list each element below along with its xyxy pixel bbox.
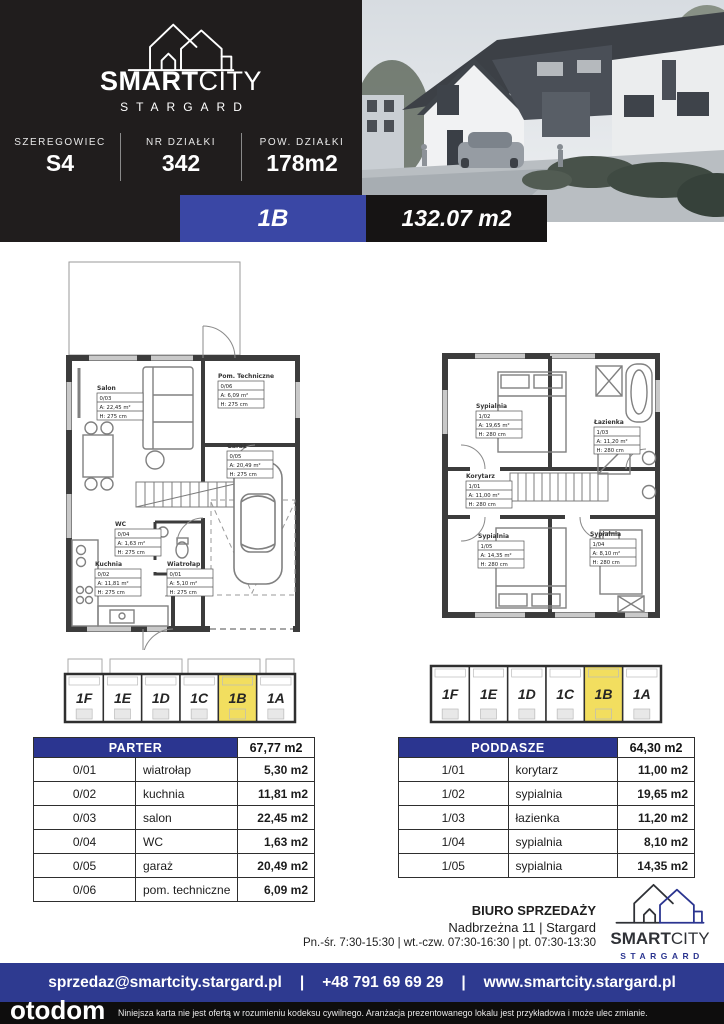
area-badge: 132.07 m2 [366, 195, 547, 242]
svg-text:H: 275 cm: H: 275 cm [229, 472, 257, 478]
svg-text:H: 280 cm: H: 280 cm [468, 502, 496, 508]
svg-text:A: 19,65 m²: A: 19,65 m² [478, 423, 510, 429]
contact-website: www.smartcity.stargard.pl [483, 973, 676, 991]
svg-text:A: 11,81 m²: A: 11,81 m² [97, 581, 129, 587]
svg-text:Kuchnia: Kuchnia [95, 561, 123, 568]
unit-label: 1F [75, 690, 93, 706]
svg-text:H: 275 cm: H: 275 cm [97, 590, 125, 596]
unit-strip-parter [62, 656, 298, 728]
info-pow-dzialki: POW. DZIAŁKI 178m2 [241, 133, 362, 181]
watermark-bar [0, 995, 724, 1024]
svg-text:1/02: 1/02 [478, 414, 491, 420]
table-poddasze-title: PODDASZE [399, 738, 618, 758]
separator: | [461, 973, 466, 991]
footer-brand-light: CITY [670, 929, 710, 948]
table-poddasze [398, 737, 695, 878]
table-row: 1/01 korytarz 11,00 m2 [399, 758, 695, 782]
svg-text:A: 11,20 m²: A: 11,20 m² [596, 439, 628, 445]
svg-text:1/03: 1/03 [596, 430, 609, 436]
office-hours: Pn.-śr. 7:30-15:30 | wt.-czw. 07:30-16:30 | pt. 07:30-13:30 [302, 937, 596, 949]
plot-info-row [0, 133, 362, 181]
contact-email: sprzedaz@smartcity.stargard.pl [48, 973, 282, 991]
brand-wordmark [0, 66, 362, 114]
svg-text:A: 11,00 m²: A: 11,00 m² [468, 493, 500, 499]
svg-text:H: 280 cm: H: 280 cm [478, 432, 506, 438]
office-title: BIURO SPRZEDAŻY [471, 903, 596, 918]
svg-text:Garaż: Garaż [227, 443, 247, 450]
brand-subtitle: STARGARD [120, 100, 250, 114]
svg-text:1/01: 1/01 [468, 484, 481, 490]
disclaimer-text: Niniejsza karta nie jest ofertą w rozumieniu kodeksu cywilnego. Aranżacja prezentowanego lokalu jest przykładowa i może ulec zmianie. [118, 1008, 648, 1018]
unit-label: 1C [556, 686, 575, 702]
unit-label: 1A [632, 686, 651, 702]
unit-badge-row [180, 195, 547, 242]
svg-text:H: 280 cm: H: 280 cm [592, 560, 620, 566]
svg-text:Korytarz: Korytarz [466, 473, 495, 480]
table-row: 1/03 łazienka 11,20 m2 [399, 806, 695, 830]
floorplan-parter [55, 250, 300, 650]
info-nr-dzialki: NR DZIAŁKI 342 [120, 133, 241, 181]
svg-text:0/02: 0/02 [97, 572, 110, 578]
svg-text:Sypialnia: Sypialnia [478, 533, 510, 540]
brand-light: CITY [198, 66, 262, 96]
otodom-logo: otodom [10, 995, 106, 1024]
separator: | [299, 973, 305, 991]
svg-text:1/04: 1/04 [592, 542, 605, 548]
table-poddasze-total: 64,30 m2 [618, 738, 695, 758]
table-row: 1/05 sypialnia 14,35 m2 [399, 854, 695, 878]
building-render-photo [362, 0, 724, 222]
svg-text:Sypialnia: Sypialnia [590, 531, 622, 538]
table-row: 0/02 kuchnia 11,81 m2 [34, 782, 315, 806]
svg-text:A: 5,10 m²: A: 5,10 m² [169, 581, 198, 587]
svg-text:H: 275 cm: H: 275 cm [117, 550, 145, 556]
smartcity-house-icon [106, 14, 256, 74]
svg-text:Wiatrołap: Wiatrołap [167, 561, 201, 568]
footer-brand-bold: SMART [610, 929, 671, 948]
svg-text:H: 275 cm: H: 275 cm [169, 590, 197, 596]
contact-bar [0, 963, 724, 1002]
office-address: Nadbrzeżna 11 | Stargard [448, 920, 596, 935]
svg-text:0/06: 0/06 [220, 384, 233, 390]
svg-text:H: 280 cm: H: 280 cm [480, 562, 508, 568]
unit-strip-poddasze [428, 656, 664, 728]
table-row: 0/03 salon 22,45 m2 [34, 806, 315, 830]
footer-brand [601, 876, 719, 961]
svg-text:Łazienka: Łazienka [594, 419, 624, 426]
svg-text:0/01: 0/01 [169, 572, 182, 578]
svg-text:A: 14,35 m²: A: 14,35 m² [480, 553, 512, 559]
sales-office-block [303, 903, 596, 949]
unit-label: 1D [151, 690, 170, 706]
table-parter [33, 737, 315, 902]
table-parter-title: PARTER [34, 738, 238, 758]
svg-text:WC: WC [115, 521, 127, 528]
unit-label: 1A [266, 690, 285, 706]
svg-text:A: 8,10 m²: A: 8,10 m² [592, 551, 621, 557]
unit-label: 1B [594, 686, 613, 702]
svg-text:H: 275 cm: H: 275 cm [220, 402, 248, 408]
unit-label: 1D [517, 686, 536, 702]
unit-label: 1E [479, 686, 498, 702]
svg-text:1/05: 1/05 [480, 544, 493, 550]
svg-text:0/05: 0/05 [229, 454, 242, 460]
svg-text:H: 280 cm: H: 280 cm [596, 448, 624, 454]
svg-text:A: 22,45 m²: A: 22,45 m² [99, 405, 131, 411]
svg-text:Salon: Salon [97, 385, 116, 392]
table-row: 0/04 WC 1,63 m2 [34, 830, 315, 854]
table-row: 1/02 sypialnia 19,65 m2 [399, 782, 695, 806]
unit-label: 1E [113, 690, 132, 706]
table-row: 1/04 sypialnia 8,10 m2 [399, 830, 695, 854]
svg-text:H: 275 cm: H: 275 cm [99, 414, 127, 420]
unit-badge: 1B [180, 195, 366, 242]
svg-text:A: 20,49 m²: A: 20,49 m² [229, 463, 261, 469]
smartcity-house-icon-footer [610, 876, 710, 926]
unit-label: 1C [190, 690, 209, 706]
contact-phone: +48 791 69 69 29 [322, 973, 444, 991]
table-row: 0/05 garaż 20,49 m2 [34, 854, 315, 878]
floorplan-poddasze [430, 350, 660, 630]
unit-label: 1F [441, 686, 459, 702]
svg-text:A: 6,09 m²: A: 6,09 m² [220, 393, 249, 399]
table-parter-total: 67,77 m2 [238, 738, 315, 758]
table-row: 0/06 pom. techniczne 6,09 m2 [34, 878, 315, 902]
svg-text:Sypialnia: Sypialnia [476, 403, 508, 410]
svg-text:0/04: 0/04 [117, 532, 130, 538]
brand-bold: SMART [99, 66, 199, 96]
svg-text:0/03: 0/03 [99, 396, 112, 402]
unit-label: 1B [228, 690, 247, 706]
svg-text:A: 1,63 m²: A: 1,63 m² [117, 541, 146, 547]
footer-brand-subtitle: STARGARD [620, 951, 704, 961]
info-szeregowiec: SZEREGOWIEC S4 [14, 137, 106, 176]
table-row: 0/01 wiatrołap 5,30 m2 [34, 758, 315, 782]
svg-text:Pom. Techniczne: Pom. Techniczne [218, 373, 275, 380]
